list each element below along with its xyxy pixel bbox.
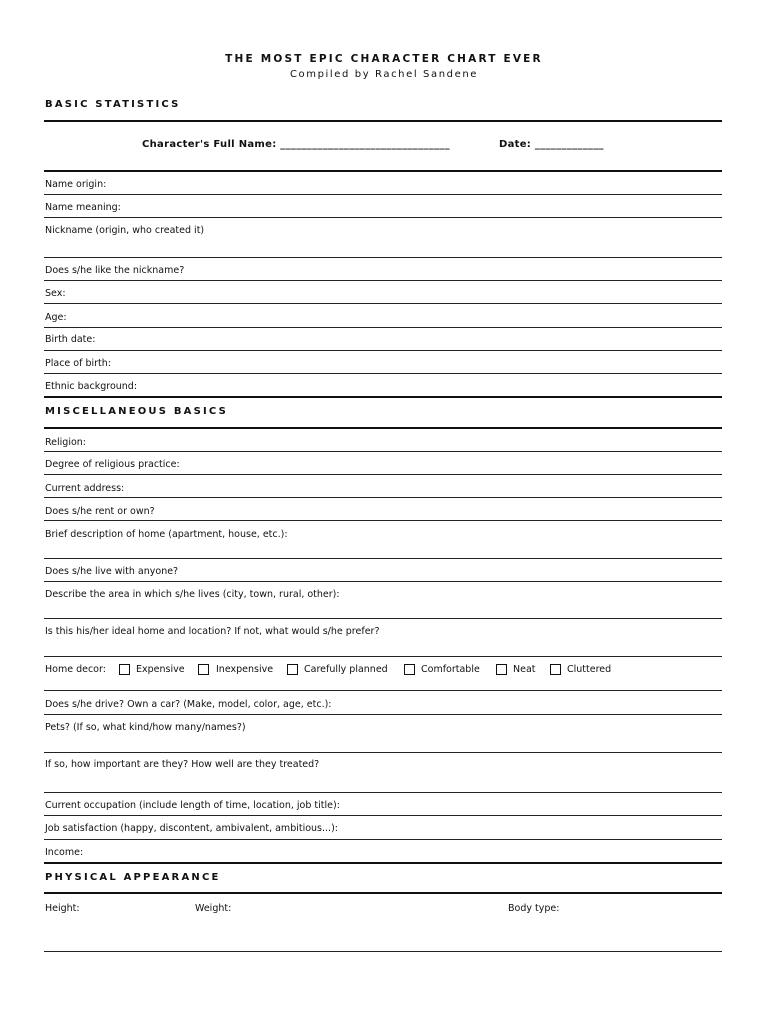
field-sex[interactable]: Sex: [45,288,66,299]
checkbox-cluttered[interactable] [550,664,561,675]
field-home-description[interactable]: Brief description of home (apartment, house, etc.): [45,529,288,540]
field-line [44,350,722,351]
field-religious-practice[interactable]: Degree of religious practice: [45,459,180,470]
document-subtitle: Compiled by Rachel Sandene [289,69,479,80]
field-nickname[interactable]: Nickname (origin, who created it) [45,225,205,236]
field-line [44,581,722,582]
field-body-type[interactable]: Body type: [508,903,560,914]
field-name-meaning[interactable]: Name meaning: [45,202,121,213]
field-line [44,815,722,816]
field-line [44,520,722,521]
field-line [44,217,722,218]
section-rule [44,892,722,894]
checkbox-label-expensive: Expensive [136,664,185,675]
checkbox-label-neat: Neat [513,664,536,675]
section-rule [44,862,722,864]
field-line [44,656,722,657]
field-line [44,792,722,793]
field-line [44,951,722,952]
date-field[interactable]: Date: _____________ [499,139,604,150]
field-line [44,373,722,374]
field-line [44,303,722,304]
field-line [44,714,722,715]
checkbox-expensive[interactable] [119,664,130,675]
field-current-address[interactable]: Current address: [45,483,125,494]
checkbox-inexpensive[interactable] [198,664,209,675]
section-rule [44,120,722,122]
section-heading-basic: BASIC STATISTICS [45,99,181,110]
field-pets-importance[interactable]: If so, how important are they? How well are they treated? [45,759,320,770]
section-rule [44,170,722,172]
document-title: THE MOST EPIC CHARACTER CHART EVER [225,53,543,65]
field-current-occupation[interactable]: Current occupation (include length of time, location, job title): [45,800,340,811]
field-home-decor: Home decor: [45,664,106,675]
field-rent-or-own[interactable]: Does s/he rent or own? [45,506,155,517]
field-line [44,752,722,753]
section-heading-misc: MISCELLANEOUS BASICS [45,406,229,417]
field-live-with-anyone[interactable]: Does s/he live with anyone? [45,566,179,577]
field-line [44,618,722,619]
field-line [44,839,722,840]
full-name-field[interactable]: Character's Full Name: ________________________________ [142,139,450,150]
field-income[interactable]: Income: [45,847,84,858]
field-area-description[interactable]: Describe the area in which s/he lives (city, town, rural, other): [45,589,340,600]
field-birth-date[interactable]: Birth date: [45,334,96,345]
field-ideal-home[interactable]: Is this his/her ideal home and location? If not, what would s/he prefer? [45,626,380,637]
field-weight[interactable]: Weight: [195,903,232,914]
field-pets[interactable]: Pets? (If so, what kind/how many/names?) [45,722,246,733]
field-line [44,558,722,559]
field-line [44,194,722,195]
checkbox-label-comfortable: Comfortable [421,664,480,675]
field-line [44,474,722,475]
checkbox-label-cluttered: Cluttered [567,664,612,675]
checkbox-comfortable[interactable] [404,664,415,675]
field-name-origin[interactable]: Name origin: [45,179,107,190]
field-line [44,327,722,328]
section-rule [44,396,722,398]
field-job-satisfaction[interactable]: Job satisfaction (happy, discontent, ambivalent, ambitious...): [45,823,338,834]
field-line [44,497,722,498]
field-like-nickname[interactable]: Does s/he like the nickname? [45,265,185,276]
field-drive-car[interactable]: Does s/he drive? Own a car? (Make, model, color, age, etc.): [45,699,332,710]
field-line [44,257,722,258]
field-ethnic-background[interactable]: Ethnic background: [45,381,138,392]
field-place-of-birth[interactable]: Place of birth: [45,358,111,369]
section-heading-physical: PHYSICAL APPEARANCE [45,872,221,883]
checkbox-label-carefully-planned: Carefully planned [304,664,388,675]
checkbox-carefully-planned[interactable] [287,664,298,675]
field-line [44,690,722,691]
field-religion[interactable]: Religion: [45,437,87,448]
field-age[interactable]: Age: [45,312,67,323]
checkbox-neat[interactable] [496,664,507,675]
field-line [44,451,722,452]
field-line [44,280,722,281]
field-height[interactable]: Height: [45,903,80,914]
section-rule [44,427,722,429]
checkbox-label-inexpensive: Inexpensive [216,664,274,675]
